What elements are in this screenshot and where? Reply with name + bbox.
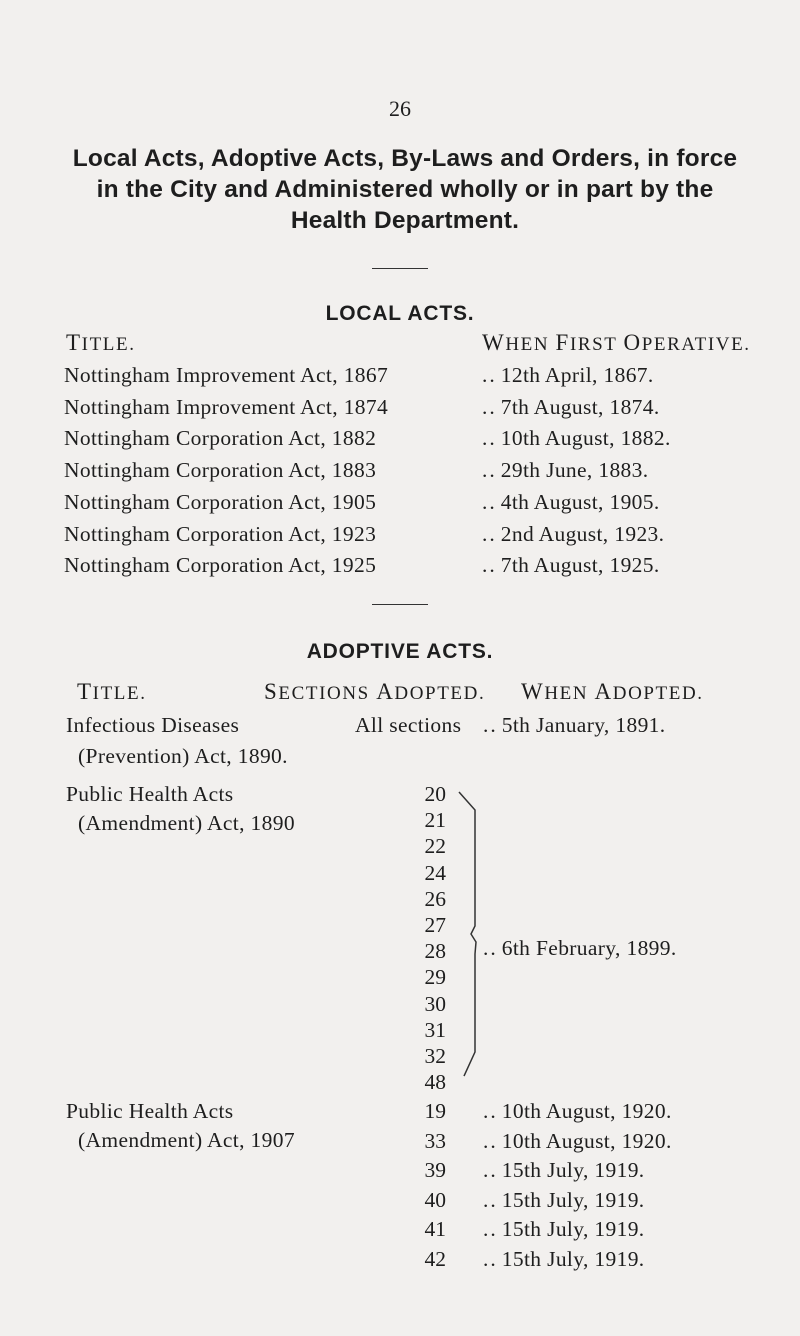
local-act-title: Nottingham Corporation Act, 1883 — [64, 458, 377, 483]
section-number: 24 — [424, 860, 446, 885]
infectious-when: .. 5th January, 1891. — [483, 713, 666, 737]
pha1907-title-line1: Public Health Acts — [66, 1099, 234, 1123]
local-act-title: Nottingham Improvement Act, 1874 — [64, 394, 389, 419]
pha1907-when: .. 15th July, 1919. — [483, 1217, 645, 1241]
section-number: 42 — [424, 1246, 446, 1271]
pha1907-when: .. 15th July, 1919. — [483, 1246, 645, 1271]
section-number: 39 — [424, 1158, 446, 1182]
section-number: 41 — [424, 1217, 446, 1241]
infectious-title-line2: (Prevention) Act, 1890. — [78, 744, 288, 768]
local-act-when: .. 7th August, 1874. — [482, 394, 660, 419]
section-number: 40 — [424, 1187, 446, 1212]
section-number: 26 — [424, 886, 446, 911]
pha1907-when: .. 10th August, 1920. — [483, 1128, 672, 1153]
section-number: 29 — [424, 965, 446, 990]
section-number: 27 — [424, 913, 446, 937]
section-number: 31 — [424, 1017, 446, 1042]
pha1890-title-line2: (Amendment) Act, 1890 — [78, 811, 295, 835]
section-number: 21 — [424, 808, 446, 833]
local-act-when: .. 12th April, 1867. — [482, 363, 654, 387]
infectious-sections: All sections — [355, 713, 462, 737]
section-number: 48 — [424, 1070, 446, 1095]
divider — [372, 604, 428, 605]
local-act-title: Nottingham Corporation Act, 1925 — [64, 553, 377, 578]
page-heading: Local Acts, Adoptive Acts, By-Laws and Orders, in force in the City and Administered wholly or in part by the Health Department. — [72, 145, 738, 234]
section-number: 22 — [424, 834, 446, 859]
adoptive-acts-title: ADOPTIVE ACTS. — [306, 640, 494, 663]
pha1890-title-line1: Public Health Acts — [66, 782, 234, 806]
section-number: 32 — [424, 1044, 446, 1068]
local-act-when: .. 29th June, 1883. — [482, 458, 649, 483]
local-acts-title: LOCAL ACTS. — [325, 302, 475, 325]
pha1890-when: .. 6th February, 1899. — [483, 936, 677, 960]
local-act-title: Nottingham Corporation Act, 1882 — [64, 426, 377, 451]
pha1890-brace — [455, 784, 495, 1084]
local-col-when: WHEN FIRST OPERATIVE. — [482, 330, 751, 355]
local-col-title: TITLE. — [66, 330, 136, 355]
local-act-title: Nottingham Corporation Act, 1905 — [64, 489, 377, 514]
adoptive-col-when: WHEN ADOPTED. — [521, 679, 704, 704]
local-act-title: Nottingham Improvement Act, 1867 — [64, 363, 389, 387]
pha1907-title-line2: (Amendment) Act, 1907 — [78, 1128, 295, 1152]
local-act-when: .. 2nd August, 1923. — [482, 521, 665, 546]
section-number: 20 — [424, 782, 446, 806]
local-act-when: .. 4th August, 1905. — [482, 489, 660, 514]
local-act-when: .. 10th August, 1882. — [482, 426, 671, 451]
section-number: 33 — [424, 1128, 446, 1153]
pha1907-when: .. 15th July, 1919. — [483, 1187, 645, 1212]
page-number: 26 — [389, 96, 411, 121]
infectious-title-line1: Infectious Diseases — [66, 713, 240, 737]
local-act-when: .. 7th August, 1925. — [482, 553, 660, 578]
section-number: 19 — [424, 1099, 446, 1123]
adoptive-col-title: TITLE. — [77, 679, 147, 704]
pha1907-when: .. 10th August, 1920. — [483, 1099, 672, 1123]
divider — [372, 268, 428, 269]
pha1907-when: .. 15th July, 1919. — [483, 1158, 645, 1182]
local-act-title: Nottingham Corporation Act, 1923 — [64, 521, 377, 546]
section-number: 30 — [424, 991, 446, 1016]
adoptive-col-sections: SECTIONS ADOPTED. — [264, 679, 486, 704]
section-number: 28 — [424, 939, 446, 964]
